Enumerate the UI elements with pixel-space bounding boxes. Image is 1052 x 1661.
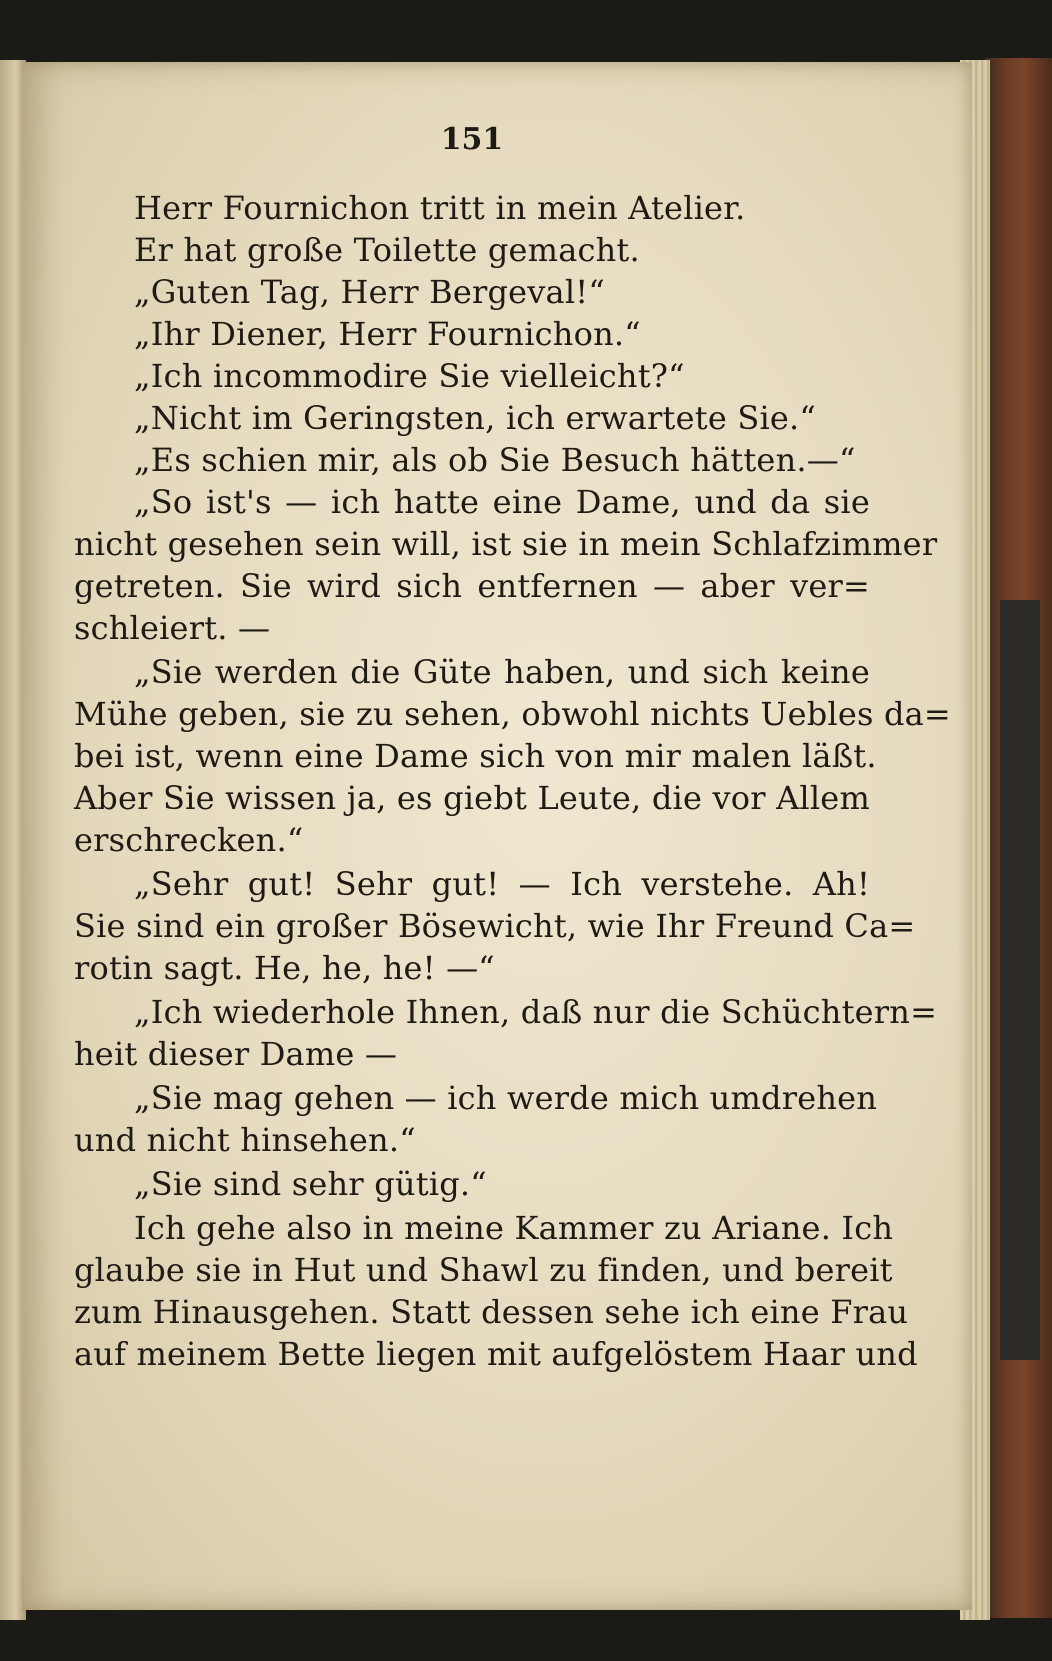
- text-line: erschrecken.“: [74, 821, 304, 859]
- book-cover-cloth: [1000, 600, 1040, 1360]
- text-line: „Sie sind sehr gütig.“: [134, 1165, 487, 1203]
- text-line: und nicht hinsehen.“: [74, 1121, 416, 1159]
- text-line: Herr Fournichon tritt in mein Atelier.: [134, 189, 746, 227]
- text-line: heit dieser Dame —: [74, 1035, 398, 1073]
- text-line: schleiert. —: [74, 609, 271, 647]
- text-line: „So ist's — ich hatte eine Dame, und da sie: [134, 483, 870, 521]
- text-line: nicht gesehen sein will, ist sie in mein Schlafzimmer: [74, 525, 938, 563]
- text-line: Er hat große Toilette gemacht.: [134, 231, 640, 269]
- text-line: bei ist, wenn eine Dame sich von mir malen läßt.: [74, 737, 877, 775]
- text-line: „Sie mag gehen — ich werde mich umdrehen: [134, 1079, 878, 1117]
- text-line: Sie sind ein großer Bösewicht, wie Ihr Freund Ca=: [74, 907, 916, 945]
- text-line: „Nicht im Geringsten, ich erwartete Sie.“: [134, 399, 816, 437]
- text-line: Mühe geben, sie zu sehen, obwohl nichts Uebles da=: [74, 695, 951, 733]
- text-line: auf meinem Bette liegen mit aufgelöstem Haar und: [74, 1335, 918, 1373]
- text-line: „Ich wiederhole Ihnen, daß nur die Schüchtern=: [134, 993, 938, 1031]
- page-number: 151: [440, 122, 504, 157]
- text-line: Ich gehe also in meine Kammer zu Ariane. Ich: [134, 1209, 894, 1247]
- text-line: zum Hinausgehen. Statt dessen sehe ich eine Frau: [74, 1293, 909, 1331]
- text-line: Aber Sie wissen ja, es giebt Leute, die vor Allem: [74, 779, 870, 817]
- text-line: „Ihr Diener, Herr Fournichon.“: [134, 315, 641, 353]
- text-line: „Ich incommodire Sie vielleicht?“: [134, 357, 685, 395]
- text-line: „Sie werden die Güte haben, und sich keine: [134, 653, 870, 691]
- text-line: „Sehr gut! Sehr gut! — Ich verstehe. Ah!: [134, 865, 870, 903]
- text-line: getreten. Sie wird sich entfernen — aber ver=: [74, 567, 870, 605]
- text-line: „Es schien mir, als ob Sie Besuch hätten.—“: [134, 441, 856, 479]
- text-line: „Guten Tag, Herr Bergeval!“: [134, 273, 605, 311]
- text-line: rotin sagt. He, he, he! —“: [74, 949, 495, 987]
- text-line: glaube sie in Hut und Shawl zu finden, und bereit: [74, 1251, 893, 1289]
